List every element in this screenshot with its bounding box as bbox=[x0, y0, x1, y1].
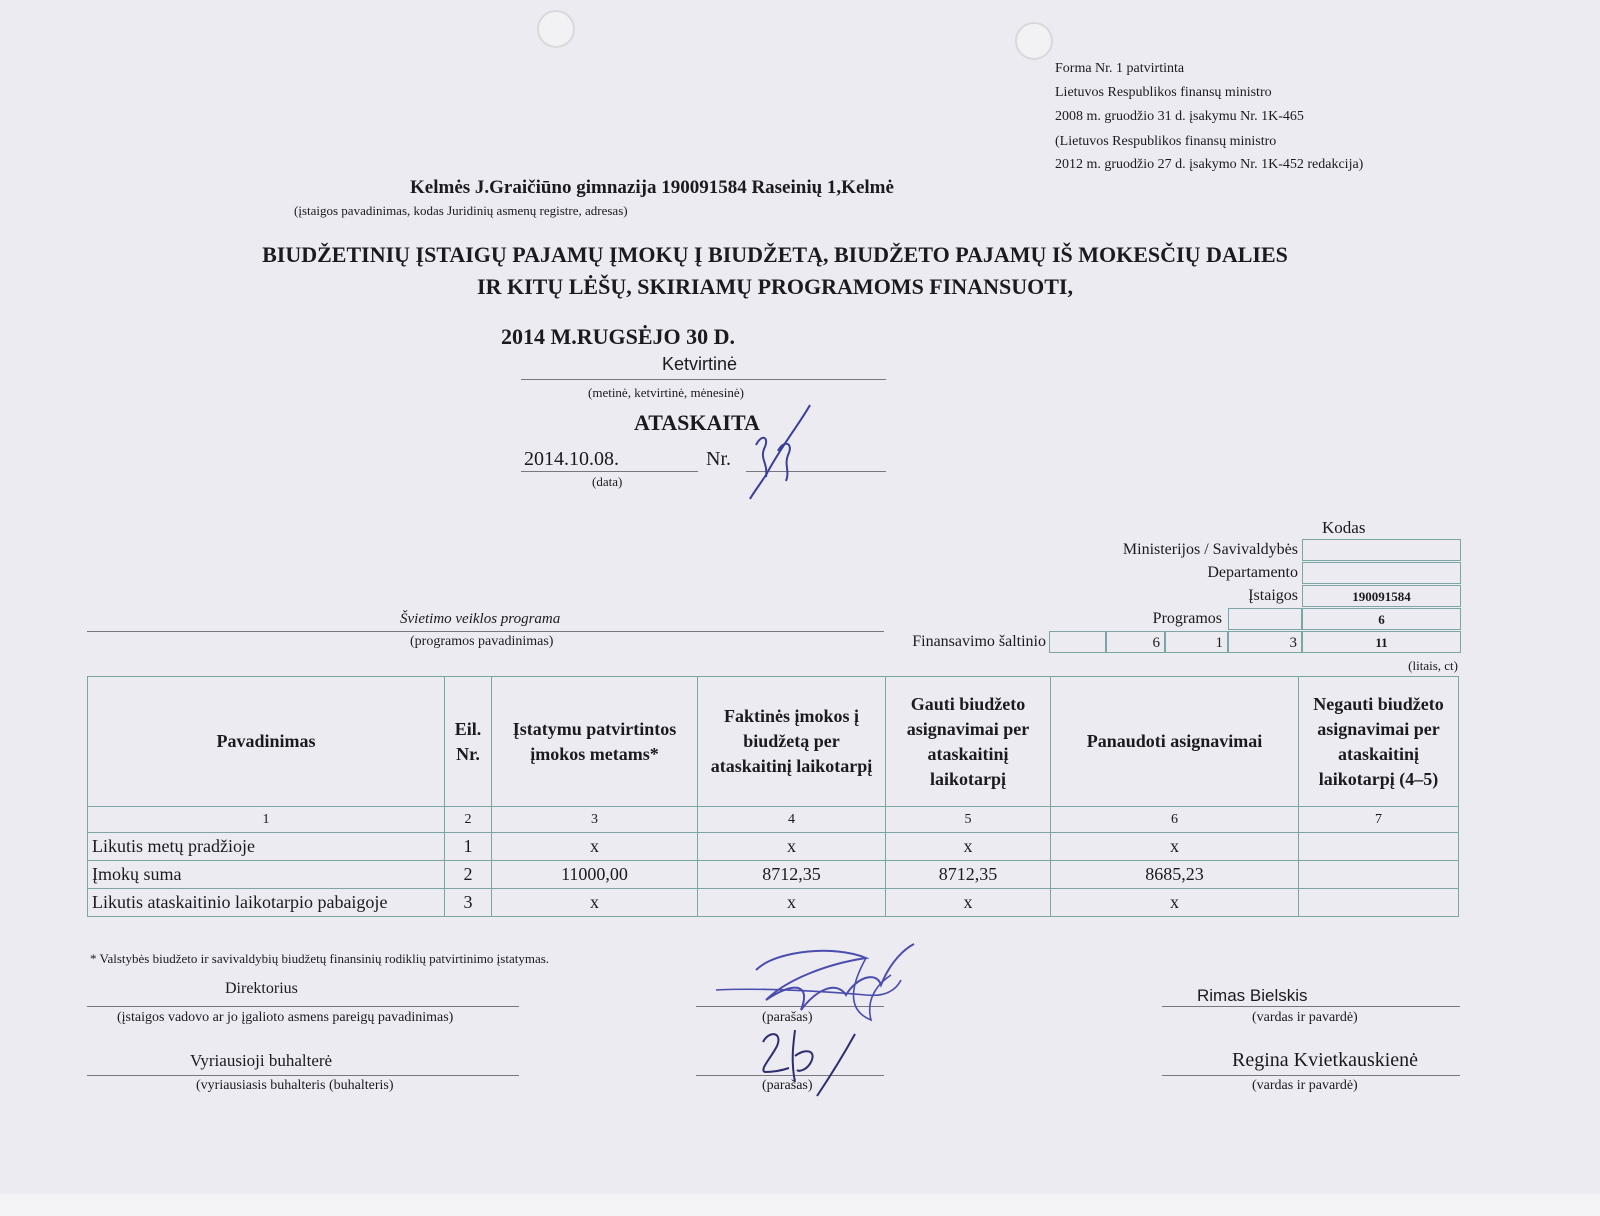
accountant-title: Vyriausioji buhalterė bbox=[190, 1051, 333, 1070]
table-cell: Likutis metų pradžioje bbox=[88, 833, 445, 861]
accountant-signature bbox=[755, 1012, 865, 1107]
institution-caption: (įstaigos pavadinimas, kodas Juridinių asmenų registre, adresas) bbox=[294, 203, 628, 218]
form-note-line: 2008 m. gruodžio 31 d. įsakymu Nr. 1K-465 bbox=[1055, 109, 1304, 124]
table-cell: 11000,00 bbox=[492, 861, 698, 889]
report-word: ATASKAITA bbox=[634, 410, 760, 435]
period-caption: (metinė, ketvirtinė, mėnesinė) bbox=[588, 385, 744, 400]
funding-digit-cell: 3 bbox=[1228, 631, 1302, 653]
signature-caption: (parašas) bbox=[762, 1078, 813, 1093]
column-header: Gauti biudžeto asignavimai per ataskaitinį laikotarpį bbox=[886, 677, 1051, 807]
report-date: 2014.10.08. bbox=[524, 448, 619, 470]
column-number: 5 bbox=[886, 807, 1051, 833]
director-title-underline bbox=[87, 1006, 519, 1007]
program-code-blank-cell bbox=[1228, 608, 1302, 630]
report-title-line2: IR KITŲ LĖŠŲ, SKIRIAMŲ PROGRAMOMS FINANSUOTI, bbox=[477, 274, 1073, 299]
table-cell: 1 bbox=[445, 833, 492, 861]
table-cell: Likutis ataskaitinio laikotarpio pabaigoje bbox=[88, 889, 445, 917]
program-name-underline bbox=[87, 631, 884, 632]
column-number: 7 bbox=[1299, 807, 1459, 833]
period-value: Ketvirtinė bbox=[662, 354, 738, 374]
report-nr-label: Nr. bbox=[706, 448, 731, 470]
report-date-line: 2014 M.RUGSĖJO 30 D. bbox=[501, 324, 736, 349]
ministry-code-cell bbox=[1302, 539, 1461, 561]
table-cell bbox=[1299, 833, 1459, 861]
table-cell: 2 bbox=[445, 861, 492, 889]
handwritten-report-number bbox=[748, 405, 828, 505]
accountant-name-underline bbox=[1162, 1075, 1460, 1076]
accountant-title-underline bbox=[87, 1075, 519, 1076]
director-caption: (įstaigos vadovo ar jo įgalioto asmens pareigų pavadinimas) bbox=[117, 1010, 454, 1025]
table-cell: x bbox=[492, 889, 698, 917]
column-number: 1 bbox=[88, 807, 445, 833]
footnote: * Valstybės biudžeto ir savivaldybių biudžetų finansinių rodiklių patvirtinimo įstatymas. bbox=[90, 951, 550, 966]
column-header: Panaudoti asignavimai bbox=[1051, 677, 1299, 807]
program-code-label: Programos bbox=[1152, 610, 1222, 627]
scan-bottom-edge bbox=[0, 1194, 1600, 1216]
column-number-row bbox=[88, 807, 1459, 833]
column-header: Negauti biudžeto asignavimai per ataskaitinį laikotarpį (4–5) bbox=[1299, 677, 1459, 807]
funding-digit-cell: 6 bbox=[1106, 631, 1165, 653]
funding-digit-cell bbox=[1049, 631, 1106, 653]
funding-digit-cell: 1 bbox=[1165, 631, 1228, 653]
program-name: Švietimo veiklos programa bbox=[400, 611, 561, 627]
column-header: Pavadinimas bbox=[88, 677, 445, 807]
column-header: Įstatymu patvirtintos įmokos metams* bbox=[492, 677, 698, 807]
codes-header: Kodas bbox=[1322, 518, 1366, 537]
table-row bbox=[88, 833, 1459, 861]
institution-name-line: Kelmės J.Graičiūno gimnazija 190091584 Raseinių 1,Kelmė bbox=[410, 177, 894, 198]
table-cell: 3 bbox=[445, 889, 492, 917]
table-cell: x bbox=[1051, 889, 1299, 917]
period-underline bbox=[521, 379, 886, 380]
accountant-name: Regina Kvietkauskienė bbox=[1232, 1049, 1419, 1071]
funding-source-label: Finansavimo šaltinio bbox=[912, 633, 1046, 650]
table-cell: 8712,35 bbox=[698, 861, 886, 889]
table-row bbox=[88, 861, 1459, 889]
ministry-code-label: Ministerijos / Savivaldybės bbox=[1122, 541, 1298, 558]
column-header: Faktinės įmokos į biudžetą per ataskaitinį laikotarpį bbox=[698, 677, 886, 807]
date-caption: (data) bbox=[592, 474, 623, 489]
hole-punch-mark bbox=[1015, 22, 1053, 60]
program-caption: (programos pavadinimas) bbox=[410, 634, 554, 649]
table-cell: x bbox=[698, 833, 886, 861]
program-code: 6 bbox=[1302, 608, 1461, 630]
table-row bbox=[88, 889, 1459, 917]
table-cell bbox=[1299, 861, 1459, 889]
form-note-line: Lietuvos Respublikos finansų ministro bbox=[1055, 85, 1272, 100]
table-cell: x bbox=[886, 833, 1051, 861]
column-number: 2 bbox=[445, 807, 492, 833]
hole-punch-mark bbox=[537, 10, 575, 48]
report-table bbox=[87, 676, 1459, 917]
table-header-row bbox=[88, 677, 1459, 807]
table-cell: 8685,23 bbox=[1051, 861, 1299, 889]
department-code-cell bbox=[1302, 562, 1461, 584]
director-name: Rimas Bielskis bbox=[1197, 986, 1308, 1005]
table-cell: x bbox=[492, 833, 698, 861]
table-cell bbox=[1299, 889, 1459, 917]
table-cell: x bbox=[1051, 833, 1299, 861]
table-cell: 8712,35 bbox=[886, 861, 1051, 889]
institution-code-label: Įstaigos bbox=[1248, 587, 1298, 604]
director-name-underline bbox=[1162, 1006, 1460, 1007]
column-number: 4 bbox=[698, 807, 886, 833]
report-date-underline bbox=[521, 471, 698, 472]
column-header: Eil. Nr. bbox=[445, 677, 492, 807]
signature-caption: (parašas) bbox=[762, 1010, 813, 1025]
report-title-line1: BIUDŽETINIŲ ĮSTAIGŲ PAJAMŲ ĮMOKŲ Į BIUDŽETĄ, BIUDŽETO PAJAMŲ IŠ MOKESČIŲ DALIES bbox=[262, 242, 1288, 267]
units-note: (litais, ct) bbox=[1408, 658, 1458, 673]
form-note-line: 2012 m. gruodžio 27 d. įsakymo Nr. 1K-452 redakcija) bbox=[1055, 157, 1364, 172]
column-number: 3 bbox=[492, 807, 698, 833]
accountant-caption: (vyriausiasis buhalteris (buhalteris) bbox=[196, 1078, 394, 1093]
name-caption: (vardas ir pavardė) bbox=[1252, 1078, 1358, 1093]
form-note-line: Forma Nr. 1 patvirtinta bbox=[1055, 61, 1185, 76]
director-title: Direktorius bbox=[225, 980, 298, 997]
name-caption: (vardas ir pavardė) bbox=[1252, 1010, 1358, 1025]
column-number: 6 bbox=[1051, 807, 1299, 833]
institution-code: 190091584 bbox=[1302, 585, 1461, 607]
table-cell: x bbox=[886, 889, 1051, 917]
form-note-line: (Lietuvos Respublikos finansų ministro bbox=[1055, 134, 1277, 149]
table-cell: x bbox=[698, 889, 886, 917]
table-cell: Įmokų suma bbox=[88, 861, 445, 889]
department-code-label: Departamento bbox=[1207, 564, 1298, 581]
funding-source-code: 11 bbox=[1302, 631, 1461, 653]
